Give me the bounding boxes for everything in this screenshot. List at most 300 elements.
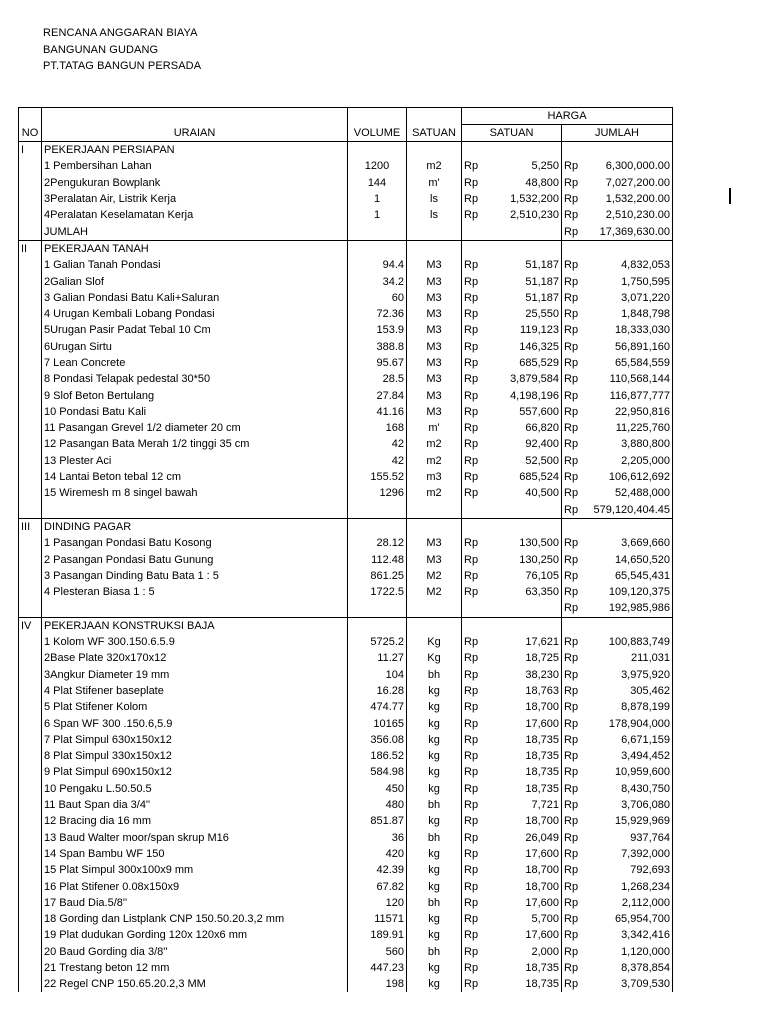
cell-uraian: 3 Pasangan Dinding Batu Bata 1 : 5 [42,568,348,584]
table-row [19,339,673,355]
cell-harga-satuan [485,240,562,257]
doc-title: RENCANA ANGGARAN BIAYA [43,27,198,39]
cell-volume: 42 [348,453,407,469]
cell-rp: Rp [462,207,485,223]
cell-uraian [42,600,348,617]
cell-no [19,453,42,469]
cell-harga-satuan: 18,735 [525,978,559,991]
cell-jumlah: 1,848,798 [585,306,673,322]
cell-uraian: 1 Galian Tanah Pondasi [42,257,348,273]
cell-volume [348,240,407,257]
cell-rp: Rp [562,895,585,911]
cell-rp: Rp [562,650,585,666]
cell-uraian: 5 Plat Stifener Kolom [42,699,348,715]
cell-harga-satuan [485,518,562,535]
section-row [19,617,673,634]
table-row [19,355,673,371]
table-row [19,862,673,878]
cell-uraian: 12 Pasangan Bata Merah 1/2 tinggi 35 cm [42,436,348,452]
cell-harga-satuan: 40,500 [525,487,559,500]
cell-rp: Rp [562,634,585,650]
cell-volume: 120 [348,895,407,911]
cell-volume: 42 [348,436,407,452]
cell-uraian: DINDING PAGAR [42,518,348,535]
cell-uraian: 4Peralatan Keselamatan Kerja [42,207,348,223]
cell-no [19,878,42,894]
table-row [19,453,673,469]
cell-no [19,895,42,911]
cell-satuan: M3 [407,322,462,338]
cell-rp: Rp [462,273,485,289]
cell-harga-satuan: 130,500 [519,537,559,550]
cell-harga-satuan: 51,187 [525,275,559,288]
table-row [19,436,673,452]
company-name: PT.TATAG BANGUN PERSADA [43,60,202,72]
cell-uraian: 1 Kolom WF 300.150.6.5.9 [42,634,348,650]
cell-no [19,306,42,322]
cell-harga-satuan: 146,325 [519,340,559,353]
cell-rp: Rp [462,175,485,191]
cell-rp: Rp [462,306,485,322]
cell-rp: Rp [462,634,485,650]
total-row [19,600,673,617]
table-row [19,960,673,976]
header-row-2 [19,125,673,142]
cell-no [19,976,42,992]
cell-jumlah: 579,120,404.45 [585,502,673,519]
cell-no [19,223,42,240]
cell-harga-satuan: 48,800 [525,176,559,189]
cell-satuan: M3 [407,306,462,322]
cell-satuan: m2 [407,453,462,469]
cell-rp: Rp [562,551,585,567]
cell-harga-satuan: 5,700 [531,913,559,926]
cell-harga-satuan: 18,735 [525,782,559,795]
cell-uraian: 6 Span WF 300 .150.6,5.9 [42,715,348,731]
cell-uraian: 17 Baud Dia.5/8'' [42,895,348,911]
cell-satuan: bh [407,797,462,813]
cell-volume: 60 [348,290,407,306]
cell-harga-satuan: 18,735 [525,766,559,779]
cell-no [19,404,42,420]
cell-volume: 198 [348,976,407,992]
cell-no [19,158,42,174]
cell-harga-satuan: 18,700 [525,864,559,877]
cell-uraian: 8 Pondasi Telapak pedestal 30*50 [42,371,348,387]
cell-volume: 1296 [348,485,407,501]
cell-rp: Rp [462,797,485,813]
cell-uraian: 4 Plesteran Biasa 1 : 5 [42,584,348,600]
table-row [19,715,673,731]
table-row [19,158,673,174]
table-row [19,748,673,764]
cell-rp [562,518,585,535]
table-row [19,846,673,862]
table-row [19,797,673,813]
cell-jumlah: 1,120,000 [585,944,673,960]
cell-uraian: 16 Plat Stifener 0.08x150x9 [42,878,348,894]
table-row [19,371,673,387]
cell-volume: 28.12 [348,535,407,551]
cell-volume: 1200 [348,158,407,174]
cell-jumlah: 3,071,220 [585,290,673,306]
table-row [19,306,673,322]
cell-rp: Rp [562,944,585,960]
col-harga-satuan: SATUAN [462,125,562,142]
cell-satuan: M3 [407,339,462,355]
cell-rp: Rp [462,944,485,960]
cell-rp: Rp [562,339,585,355]
cell-jumlah: 56,891,160 [585,339,673,355]
cell-rp: Rp [462,436,485,452]
cell-rp: Rp [462,191,485,207]
cell-satuan: m2 [407,436,462,452]
table-row [19,732,673,748]
cell-volume: 1 [348,207,407,223]
cell-rp: Rp [562,960,585,976]
cell-volume: 450 [348,781,407,797]
total-row [19,223,673,240]
cell-uraian: 7 Plat Simpul 630x150x12 [42,732,348,748]
cell-uraian: 22 Regel CNP 150.65.20.2,3 MM [42,976,348,992]
section-row [19,142,673,159]
cell-jumlah: 211,031 [585,650,673,666]
table-row [19,895,673,911]
cell-no [19,175,42,191]
table-row [19,568,673,584]
cell-uraian: 9 Slof Beton Bertulang [42,387,348,403]
table-row [19,650,673,666]
cell-jumlah: 65,545,431 [585,568,673,584]
cell-no [19,420,42,436]
cell-no [19,911,42,927]
cell-uraian: 5Urugan Pasir Padat Tebal 10 Cm [42,322,348,338]
cell-rp: Rp [562,862,585,878]
cell-uraian: 4 Plat Stifener baseplate [42,683,348,699]
cell-harga-satuan: 17,600 [525,929,559,942]
cell-jumlah: 3,706,080 [585,797,673,813]
cell-jumlah [585,240,673,257]
cell-rp: Rp [462,813,485,829]
cell-satuan: Kg [407,634,462,650]
cell-satuan: M3 [407,355,462,371]
cell-rp [462,142,485,159]
cell-harga-satuan: 119,123 [520,324,559,337]
cell-rp [562,142,585,159]
col-harga: HARGA [462,108,673,125]
cell-rp: Rp [562,911,585,927]
col-jumlah: JUMLAH [562,125,673,142]
table-row [19,273,673,289]
cell-jumlah: 3,669,660 [585,535,673,551]
table-row [19,878,673,894]
cell-satuan: M2 [407,584,462,600]
cell-harga-satuan: 38,230 [525,668,559,681]
cell-uraian: 3Peralatan Air, Listrik Kerja [42,191,348,207]
cell-rp [562,240,585,257]
cell-satuan: kg [407,911,462,927]
col-uraian: URAIAN [42,125,348,142]
cell-uraian: 2 Pasangan Pondasi Batu Gunung [42,551,348,567]
cell-satuan: kg [407,846,462,862]
cell-rp: Rp [462,469,485,485]
cell-jumlah: 14,650,520 [585,551,673,567]
cell-rp: Rp [462,895,485,911]
cell-volume: 186.52 [348,748,407,764]
table-row [19,911,673,927]
cell-uraian: 15 Wiremesh m 8 singel bawah [42,485,348,501]
cell-rp: Rp [562,667,585,683]
cell-no [19,829,42,845]
cell-satuan: M3 [407,551,462,567]
cell-rp: Rp [462,911,485,927]
cell-rp: Rp [562,797,585,813]
cell-uraian: 8 Plat Simpul 330x150x12 [42,748,348,764]
cell-rp [462,600,485,617]
cell-satuan: kg [407,813,462,829]
cell-satuan: ls [407,207,462,223]
cell-harga-satuan [485,600,562,617]
cell-jumlah: 2,205,000 [585,453,673,469]
cell-volume: 447.23 [348,960,407,976]
cell-harga-satuan: 3,879,584 [510,373,559,386]
cell-rp: Rp [562,502,585,519]
cell-uraian: 1 Pembersihan Lahan [42,158,348,174]
cell-harga-satuan: 26,049 [525,831,559,844]
cell-jumlah: 7,392,000 [585,846,673,862]
text-cursor [729,188,731,204]
cell-jumlah: 17,369,630.00 [585,223,673,240]
cell-no: III [19,518,42,535]
cell-satuan: kg [407,715,462,731]
cell-no [19,699,42,715]
cell-jumlah: 8,430,750 [585,781,673,797]
cell-rp [562,617,585,634]
table-row [19,404,673,420]
cell-rp: Rp [462,551,485,567]
cell-harga-satuan: 130,250 [519,553,559,566]
cell-rp: Rp [462,453,485,469]
cell-harga-satuan: 18,700 [525,815,559,828]
cell-volume: 34.2 [348,273,407,289]
cell-rp: Rp [462,846,485,862]
cell-no [19,273,42,289]
cell-uraian: PEKERJAAN PERSIAPAN [42,142,348,159]
cell-rp: Rp [562,453,585,469]
table-row [19,634,673,650]
cell-volume: 155.52 [348,469,407,485]
cell-no [19,715,42,731]
cell-no [19,600,42,617]
cell-satuan: kg [407,976,462,992]
cell-no [19,551,42,567]
cell-no [19,748,42,764]
cell-no [19,290,42,306]
cell-volume [348,600,407,617]
cell-harga-satuan [485,617,562,634]
cell-jumlah: 110,568,144 [585,371,673,387]
cell-rp: Rp [462,387,485,403]
cell-jumlah: 8,878,199 [585,699,673,715]
cell-satuan: ls [407,191,462,207]
cell-rp: Rp [562,371,585,387]
cell-uraian: PEKERJAAN KONSTRUKSI BAJA [42,617,348,634]
cell-rp: Rp [562,748,585,764]
cell-uraian: 6Urugan Sirtu [42,339,348,355]
cell-volume [348,142,407,159]
cell-no [19,469,42,485]
cell-rp: Rp [462,355,485,371]
cell-rp: Rp [562,273,585,289]
cell-jumlah [585,518,673,535]
cell-volume [348,518,407,535]
cell-no [19,257,42,273]
cell-harga-satuan: 685,524 [519,471,559,484]
cell-harga-satuan: 18,735 [525,733,559,746]
cell-jumlah: 18,333,030 [585,322,673,338]
col-volume: VOLUME [348,125,407,142]
cell-uraian: JUMLAH [42,223,348,240]
cell-satuan: kg [407,748,462,764]
cell-rp: Rp [462,667,485,683]
cell-satuan: bh [407,829,462,845]
cell-no [19,944,42,960]
cell-jumlah: 100,883,749 [585,634,673,650]
cell-satuan: M2 [407,568,462,584]
cell-rp: Rp [462,339,485,355]
cell-harga-satuan: 18,700 [525,701,559,714]
cell-rp: Rp [462,257,485,273]
cell-no [19,650,42,666]
cell-jumlah: 1,750,595 [585,273,673,289]
cell-jumlah: 52,488,000 [585,485,673,501]
cell-jumlah: 116,877,777 [585,387,673,403]
table-row [19,667,673,683]
cell-rp: Rp [562,568,585,584]
cell-satuan: kg [407,683,462,699]
table-row [19,469,673,485]
cell-volume: 356.08 [348,732,407,748]
cell-harga-satuan: 18,700 [525,880,559,893]
cell-rp: Rp [562,846,585,862]
cell-rp: Rp [462,715,485,731]
cell-satuan [407,142,462,159]
cell-uraian: 10 Pengaku L.50.50.5 [42,781,348,797]
cell-rp: Rp [462,158,485,174]
cell-rp: Rp [562,535,585,551]
cell-rp: Rp [462,781,485,797]
cell-volume: 388.8 [348,339,407,355]
cell-jumlah: 106,612,692 [585,469,673,485]
cell-rp: Rp [562,813,585,829]
cell-harga-satuan [485,142,562,159]
cell-no [19,584,42,600]
cell-uraian: 13 Baud Walter moor/span skrup M16 [42,829,348,845]
cell-satuan: bh [407,895,462,911]
cell-volume: 189.91 [348,927,407,943]
cell-rp: Rp [462,568,485,584]
cell-satuan: kg [407,781,462,797]
cell-satuan: kg [407,927,462,943]
cell-no [19,535,42,551]
cell-harga-satuan: 2,510,230 [510,209,559,222]
cell-satuan [407,600,462,617]
cell-rp: Rp [462,404,485,420]
cell-rp: Rp [562,976,585,992]
cell-harga-satuan: 17,600 [525,847,559,860]
cell-harga-satuan: 18,735 [525,961,559,974]
cell-volume: 560 [348,944,407,960]
cell-uraian: 21 Trestang beton 12 mm [42,960,348,976]
cell-rp: Rp [462,829,485,845]
cell-rp: Rp [562,207,585,223]
document-header [43,25,201,75]
table-row [19,976,673,992]
cell-rp [462,617,485,634]
cell-satuan: kg [407,699,462,715]
cell-jumlah: 22,950,816 [585,404,673,420]
cell-volume [348,617,407,634]
cell-volume: 584.98 [348,764,407,780]
cell-volume: 851.87 [348,813,407,829]
cell-volume: 10165 [348,715,407,731]
cell-rp: Rp [562,600,585,617]
cell-rp: Rp [562,306,585,322]
cell-no [19,813,42,829]
cell-jumlah: 792,693 [585,862,673,878]
cell-jumlah: 6,300,000.00 [585,158,673,174]
cell-uraian: 13 Plester Aci [42,453,348,469]
cell-jumlah [585,617,673,634]
cell-jumlah: 178,904,000 [585,715,673,731]
cell-no [19,683,42,699]
cell-rp: Rp [562,715,585,731]
cell-no [19,667,42,683]
cell-rp: Rp [562,175,585,191]
cell-jumlah: 4,832,053 [585,257,673,273]
cell-satuan [407,223,462,240]
cell-satuan [407,502,462,519]
cell-harga-satuan: 17,600 [525,896,559,909]
table-row [19,813,673,829]
total-row [19,502,673,519]
cell-rp: Rp [562,878,585,894]
cell-no: I [19,142,42,159]
cell-satuan: m2 [407,158,462,174]
cell-volume: 112.48 [348,551,407,567]
cell-satuan: kg [407,732,462,748]
cell-jumlah: 3,975,920 [585,667,673,683]
cell-no [19,960,42,976]
cell-volume: 27.84 [348,387,407,403]
cell-jumlah: 109,120,375 [585,584,673,600]
cell-harga-satuan: 18,735 [525,750,559,763]
cell-harga-satuan: 18,725 [525,652,559,665]
cell-harga-satuan: 2,000 [531,945,559,958]
cell-volume: 36 [348,829,407,845]
cell-rp: Rp [562,927,585,943]
section-row [19,240,673,257]
table-row [19,387,673,403]
cell-no [19,732,42,748]
cell-volume: 474.77 [348,699,407,715]
cell-rp [462,240,485,257]
cell-rp: Rp [562,781,585,797]
cell-no [19,387,42,403]
cell-uraian [42,502,348,519]
cell-volume: 11.27 [348,650,407,666]
cell-satuan: m' [407,420,462,436]
